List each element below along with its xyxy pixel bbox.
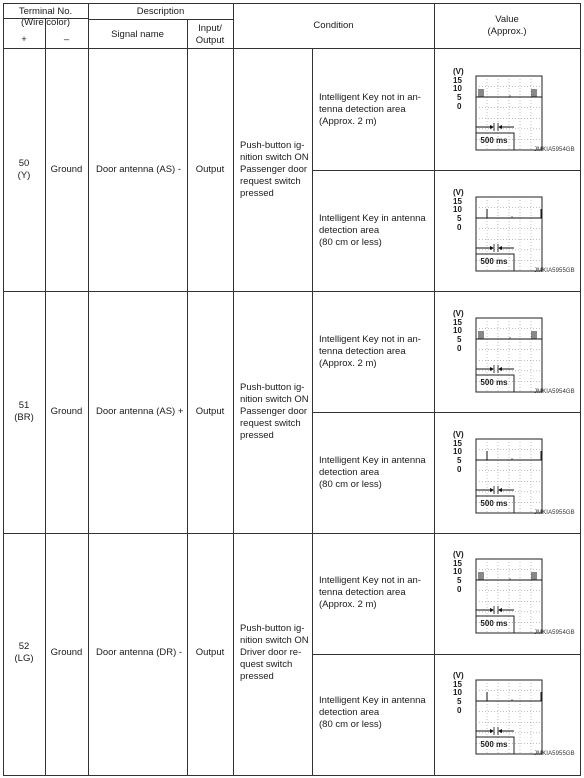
table-border-right bbox=[580, 3, 581, 776]
condition-line: Driver door re- bbox=[240, 647, 302, 658]
scope-tick-label: 15 bbox=[453, 318, 462, 327]
terminal-number: 51 bbox=[18, 400, 30, 411]
sub-condition-line: Intelligent Key not in an- bbox=[319, 575, 421, 586]
oscilloscope-waveform-burst bbox=[452, 549, 544, 636]
scope-tick-label: 5 bbox=[457, 576, 462, 585]
sub-condition-line: detection area bbox=[319, 707, 380, 718]
sub-condition-line: Intelligent Key not in an- bbox=[319, 334, 421, 345]
header-terminal-no: Terminal No. bbox=[18, 6, 73, 17]
time-arrow-head bbox=[490, 488, 494, 492]
oscilloscope-waveform-spike bbox=[452, 187, 544, 274]
time-arrow-head bbox=[490, 246, 494, 250]
time-arrow-head bbox=[490, 729, 494, 733]
scope-unit-label: (V) bbox=[453, 188, 464, 197]
terminal-number: 50 bbox=[18, 158, 30, 169]
scope-time-division: 500 ms bbox=[480, 257, 508, 266]
scope-tick-label: 10 bbox=[453, 84, 462, 93]
ground-terminal: Ground bbox=[50, 164, 83, 175]
input-output: Output bbox=[195, 647, 225, 658]
scope-tick-label: 5 bbox=[457, 214, 462, 223]
sub-condition-line: (80 cm or less) bbox=[319, 237, 382, 248]
scope-tick-label: 0 bbox=[457, 585, 462, 594]
condition-line: quest switch bbox=[240, 659, 293, 670]
condition-line: nition switch ON bbox=[240, 152, 309, 163]
input-output: Output bbox=[195, 406, 225, 417]
scope-time-division: 500 ms bbox=[480, 499, 508, 508]
signal-name: Door antenna (AS) + bbox=[96, 406, 184, 417]
time-arrow-head bbox=[498, 246, 502, 250]
divider bbox=[312, 170, 581, 171]
divider bbox=[312, 654, 581, 655]
wire-color: (BR) bbox=[14, 412, 34, 423]
scope-unit-label: (V) bbox=[453, 671, 464, 680]
condition-line: Push-button ig- bbox=[240, 623, 305, 634]
scope-tick-label: 0 bbox=[457, 706, 462, 715]
header-wire-color: (Wire color) bbox=[20, 17, 71, 28]
sub-condition-line: Intelligent Key in antenna bbox=[319, 213, 426, 224]
scope-unit-label: (V) bbox=[453, 309, 464, 318]
scope-tick-label: 0 bbox=[457, 102, 462, 111]
condition-line: pressed bbox=[240, 188, 274, 199]
scope-tick-label: 15 bbox=[453, 680, 462, 689]
input-output: Output bbox=[195, 164, 225, 175]
condition-line: pressed bbox=[240, 671, 274, 682]
row-divider bbox=[3, 533, 581, 534]
time-arrow-head bbox=[490, 367, 494, 371]
scope-tick-label: 15 bbox=[453, 197, 462, 206]
scope-tick-label: 15 bbox=[453, 76, 462, 85]
column-divider bbox=[187, 19, 188, 776]
sub-condition-line: Intelligent Key in antenna bbox=[319, 455, 426, 466]
sub-condition-line: (80 cm or less) bbox=[319, 719, 382, 730]
sub-condition-line: tenna detection area bbox=[319, 587, 406, 598]
figure-code: JMKIA5954GB bbox=[534, 389, 575, 395]
condition-line: nition switch ON bbox=[240, 394, 309, 405]
scope-unit-label: (V) bbox=[453, 67, 464, 76]
time-arrow-head bbox=[498, 608, 502, 612]
sub-condition-line: detection area bbox=[319, 467, 380, 478]
header-approx: (Approx.) bbox=[487, 26, 527, 37]
condition-line: Passenger door bbox=[240, 406, 308, 417]
oscilloscope-waveform-spike bbox=[452, 670, 544, 757]
condition-line: pressed bbox=[240, 430, 274, 441]
column-divider bbox=[434, 3, 435, 776]
scope-tick-label: 5 bbox=[457, 93, 462, 102]
scope-tick-label: 0 bbox=[457, 465, 462, 474]
column-divider bbox=[233, 3, 234, 776]
column-divider bbox=[312, 48, 313, 776]
condition-line: Passenger door bbox=[240, 164, 308, 175]
sub-condition-line: Intelligent Key not in an- bbox=[319, 92, 421, 103]
figure-code: JMKIA5955GB bbox=[534, 751, 575, 757]
scope-tick-label: 15 bbox=[453, 439, 462, 448]
oscilloscope-waveform-burst bbox=[452, 308, 544, 395]
header-bottom-line bbox=[3, 48, 581, 49]
scope-time-division: 500 ms bbox=[480, 136, 508, 145]
time-arrow-head bbox=[490, 125, 494, 129]
ground-terminal: Ground bbox=[50, 647, 83, 658]
header-input-output: Input/ bbox=[198, 23, 222, 34]
scope-tick-label: 10 bbox=[453, 447, 462, 456]
header-input-output: Output bbox=[195, 35, 225, 46]
scope-tick-label: 5 bbox=[457, 335, 462, 344]
sub-condition-line: tenna detection area bbox=[319, 346, 406, 357]
time-arrow-head bbox=[498, 488, 502, 492]
condition-line: nition switch ON bbox=[240, 635, 309, 646]
condition-line: Push-button ig- bbox=[240, 382, 305, 393]
header-minus: – bbox=[63, 34, 70, 45]
scope-tick-label: 10 bbox=[453, 326, 462, 335]
wire-color: (LG) bbox=[14, 653, 34, 664]
divider bbox=[312, 412, 581, 413]
header-value: Value bbox=[495, 14, 519, 25]
column-divider bbox=[88, 3, 89, 776]
header-plus: + bbox=[21, 34, 27, 45]
figure-code: JMKIA5954GB bbox=[534, 147, 575, 153]
terminal-number: 52 bbox=[18, 641, 30, 652]
condition-line: request switch bbox=[240, 176, 301, 187]
table-border-top bbox=[3, 3, 581, 4]
figure-code: JMKIA5955GB bbox=[534, 510, 575, 516]
scope-tick-label: 10 bbox=[453, 567, 462, 576]
oscilloscope-waveform-burst bbox=[452, 66, 544, 153]
time-arrow-head bbox=[498, 729, 502, 733]
condition-line: request switch bbox=[240, 418, 301, 429]
ground-terminal: Ground bbox=[50, 406, 83, 417]
signal-name: Door antenna (DR) - bbox=[96, 647, 183, 658]
row-divider bbox=[3, 291, 581, 292]
scope-unit-label: (V) bbox=[453, 550, 464, 559]
scope-tick-label: 10 bbox=[453, 205, 462, 214]
header-signal-name: Signal name bbox=[111, 29, 164, 40]
table-border-bottom bbox=[3, 775, 581, 776]
sub-condition-line: detection area bbox=[319, 225, 380, 236]
sub-condition-line: (Approx. 2 m) bbox=[319, 358, 377, 369]
sub-condition-line: (80 cm or less) bbox=[319, 479, 382, 490]
scope-unit-label: (V) bbox=[453, 430, 464, 439]
sub-condition-line: (Approx. 2 m) bbox=[319, 599, 377, 610]
figure-code: JMKIA5955GB bbox=[534, 268, 575, 274]
scope-tick-label: 5 bbox=[457, 456, 462, 465]
condition-line: Push-button ig- bbox=[240, 140, 305, 151]
header-condition: Condition bbox=[313, 20, 354, 31]
scope-tick-label: 5 bbox=[457, 697, 462, 706]
scope-time-division: 500 ms bbox=[480, 740, 508, 749]
scope-tick-label: 0 bbox=[457, 344, 462, 353]
time-arrow-head bbox=[490, 608, 494, 612]
column-divider bbox=[45, 18, 46, 776]
wire-color: (Y) bbox=[17, 170, 31, 181]
signal-name: Door antenna (AS) - bbox=[96, 164, 182, 175]
figure-code: JMKIA5954GB bbox=[534, 630, 575, 636]
scope-tick-label: 15 bbox=[453, 559, 462, 568]
divider bbox=[88, 19, 233, 20]
oscilloscope-waveform-spike bbox=[452, 429, 544, 516]
scope-tick-label: 10 bbox=[453, 688, 462, 697]
scope-time-division: 500 ms bbox=[480, 619, 508, 628]
sub-condition-line: Intelligent Key in antenna bbox=[319, 695, 426, 706]
scope-time-division: 500 ms bbox=[480, 378, 508, 387]
scope-tick-label: 0 bbox=[457, 223, 462, 232]
time-arrow-head bbox=[498, 125, 502, 129]
time-arrow-head bbox=[498, 367, 502, 371]
header-description: Description bbox=[136, 6, 185, 17]
sub-condition-line: tenna detection area bbox=[319, 104, 406, 115]
sub-condition-line: (Approx. 2 m) bbox=[319, 116, 377, 127]
